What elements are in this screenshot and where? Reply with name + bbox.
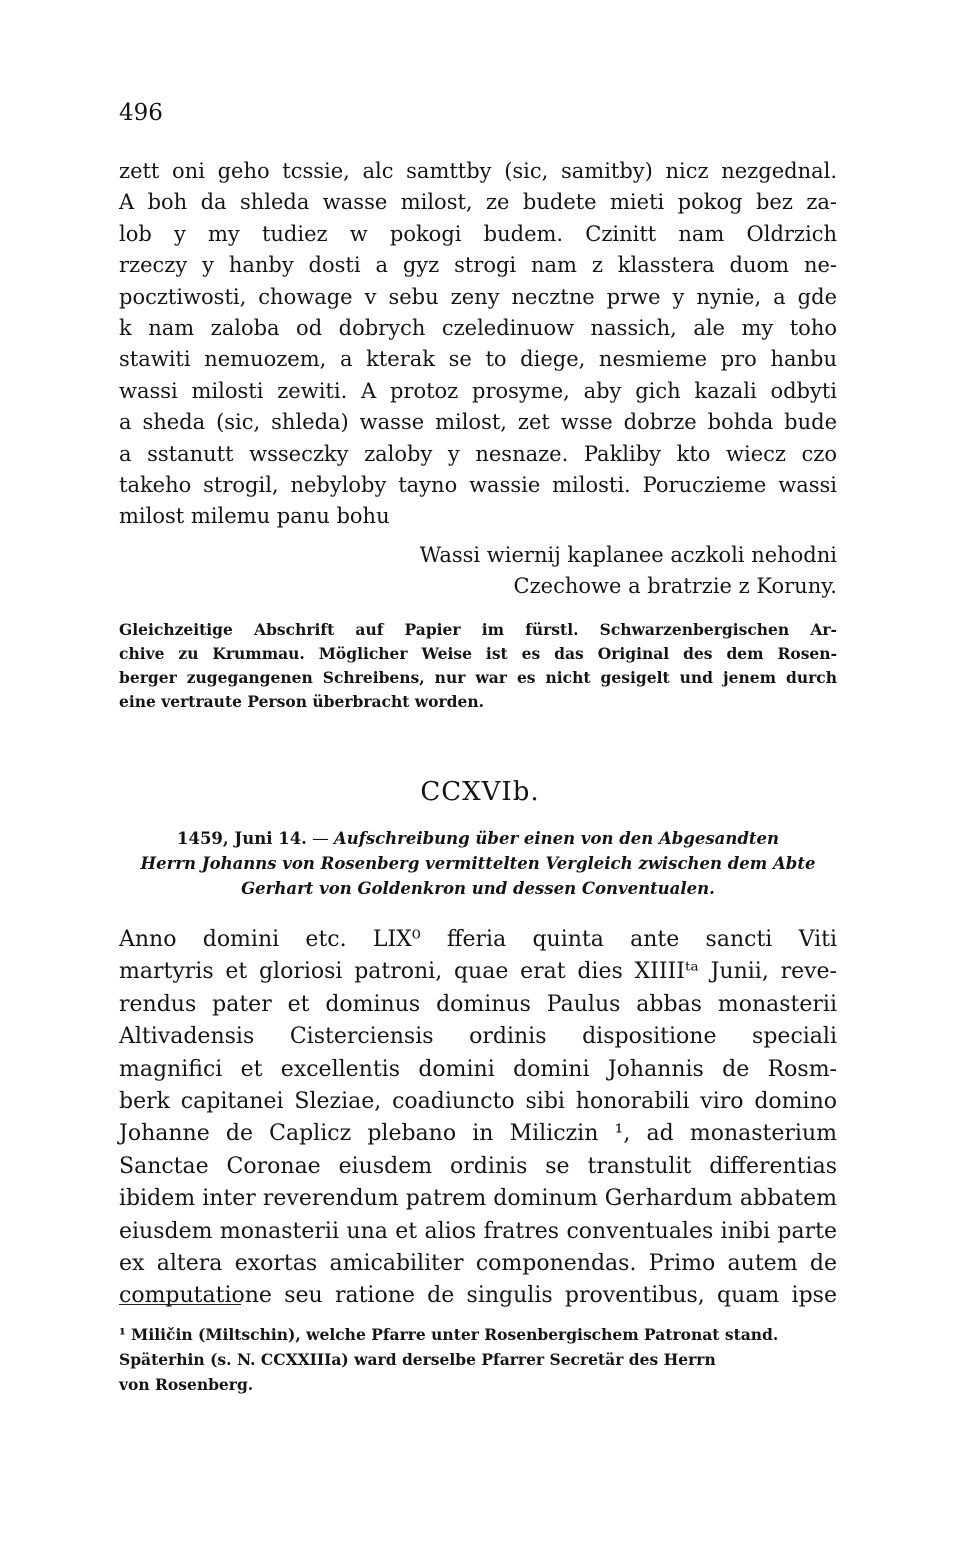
regest-line: [119, 876, 837, 901]
text-line: Altivadensis Cisterciensis ordinis dispositione speciali: [119, 1024, 837, 1050]
regest-text: Herrn Johanns von Rosenberg vermittelten Vergleich zwischen dem Abte: [140, 854, 816, 873]
text-line: berk capitanei Sleziae, coadiuncto sibi honorabili viro domino: [119, 1089, 837, 1115]
text-line: stawiti nemuozem, a kterak se to diege, nesmieme pro hanbu: [119, 347, 837, 372]
note-line: eine vertraute Person überbracht worden.: [119, 692, 485, 711]
text-line: magnifici et excellentis domini domini Johannis de Rosm-: [119, 1056, 837, 1082]
text-line: Sanctae Coronae eiusdem ordinis se transtulit differentias: [119, 1153, 837, 1179]
regest-dash: —: [312, 829, 329, 848]
text-line: ibidem inter reverendum patrem dominum Gerhardum abbatem: [119, 1186, 837, 1212]
regest-summary: [119, 826, 837, 901]
text-line: rzeczy y hanby dosti a gyz strogi nam z klasstera duom ne-: [119, 253, 837, 278]
latin-record-text: [119, 924, 837, 1313]
text-line: Anno domini etc. LIX⁰ fferia quinta ante sancti Viti: [119, 927, 837, 952]
footnote-line: ¹ Miličin (Miltschin), welche Pfarre unter Rosenbergischem Patronat stand.: [119, 1325, 779, 1344]
footnote-line: Späterhin (s. N. CCXXIIIa) ward derselbe Pfarrer Secretär des Herrn: [119, 1350, 716, 1369]
text-line: zett oni geho tcssie, alc samttby (sic, samitby) nicz nezgednal.: [119, 159, 837, 183]
text-line: milost milemu panu bohu: [119, 504, 390, 529]
source-note: [119, 618, 837, 714]
text-line: Johanne de Caplicz plebano in Miliczin ¹, ad monasterium: [119, 1121, 837, 1147]
regest-line: [119, 826, 837, 851]
text-line: computatione seu ratione de singulis proventibus, quam ipse: [119, 1283, 837, 1309]
text-line: eiusdem monasterii una et alios fratres conventuales inibi parte: [119, 1218, 837, 1244]
text-line: wassi milosti zewiti. A protoz prosyme, aby gich kazali odbyti: [119, 378, 837, 403]
footnote-line: von Rosenberg.: [119, 1375, 254, 1394]
page-number: 496: [119, 100, 163, 126]
text-line: ex altera exortas amicabiliter componendas. Primo autem de: [119, 1251, 837, 1277]
signature-line: Wassi wiernij kaplanee aczkoli nehodni: [419, 543, 837, 567]
footnote-rule: [119, 1304, 241, 1305]
czech-letter-text: [119, 156, 837, 533]
text-line: takeho strogil, nebyloby tayno wassie milosti. Poruczieme wassi: [119, 473, 837, 498]
footnote: [119, 1322, 837, 1397]
note-line: Gleichzeitige Abschrift auf Papier im fürstl. Schwarzenbergischen Ar-: [119, 620, 837, 639]
text-line: a sheda (sic, shleda) wasse milost, zet wsse dobrze bohda bude: [119, 410, 837, 435]
text-line: rendus pater et dominus dominus Paulus abbas monasterii: [119, 991, 837, 1017]
text-line: a sstanutt wsseczky zaloby y nesnaze. Pakliby kto wiecz czo: [119, 441, 837, 466]
document-number-heading: CCXVIb.: [420, 777, 540, 807]
note-line: chive zu Krummau. Möglicher Weise ist es das Original des dem Rosen-: [119, 644, 837, 663]
text-line: k nam zaloba od dobrych czeledinuow nassich, ale my toho: [119, 316, 837, 341]
text-line: pocztiwosti, chowage v sebu zeny necztne prwe y nynie, a gde: [119, 284, 837, 309]
text-line: A boh da shleda wasse milost, ze budete mieti pokog bez za-: [119, 190, 837, 215]
regest-date: 1459, Juni 14.: [176, 829, 307, 848]
text-line: martyris et gloriosi patroni, quae erat dies XIIIIᵗᵃ Junii, reve-: [119, 959, 837, 985]
signature-line: Czechowe a bratrzie z Koruny.: [513, 574, 837, 598]
letter-signature: [420, 540, 837, 602]
text-line: lob y my tudiez w pokogi budem. Czinitt nam Oldrzich: [119, 221, 837, 246]
regest-line: [119, 851, 837, 876]
note-line: berger zugegangenen Schreibens, nur war es nicht gesigelt und jenem durch: [119, 668, 837, 687]
regest-text: Gerhart von Goldenkron und dessen Conventualen.: [241, 879, 715, 898]
regest-text: Aufschreibung über einen von den Abgesandten: [333, 829, 780, 848]
